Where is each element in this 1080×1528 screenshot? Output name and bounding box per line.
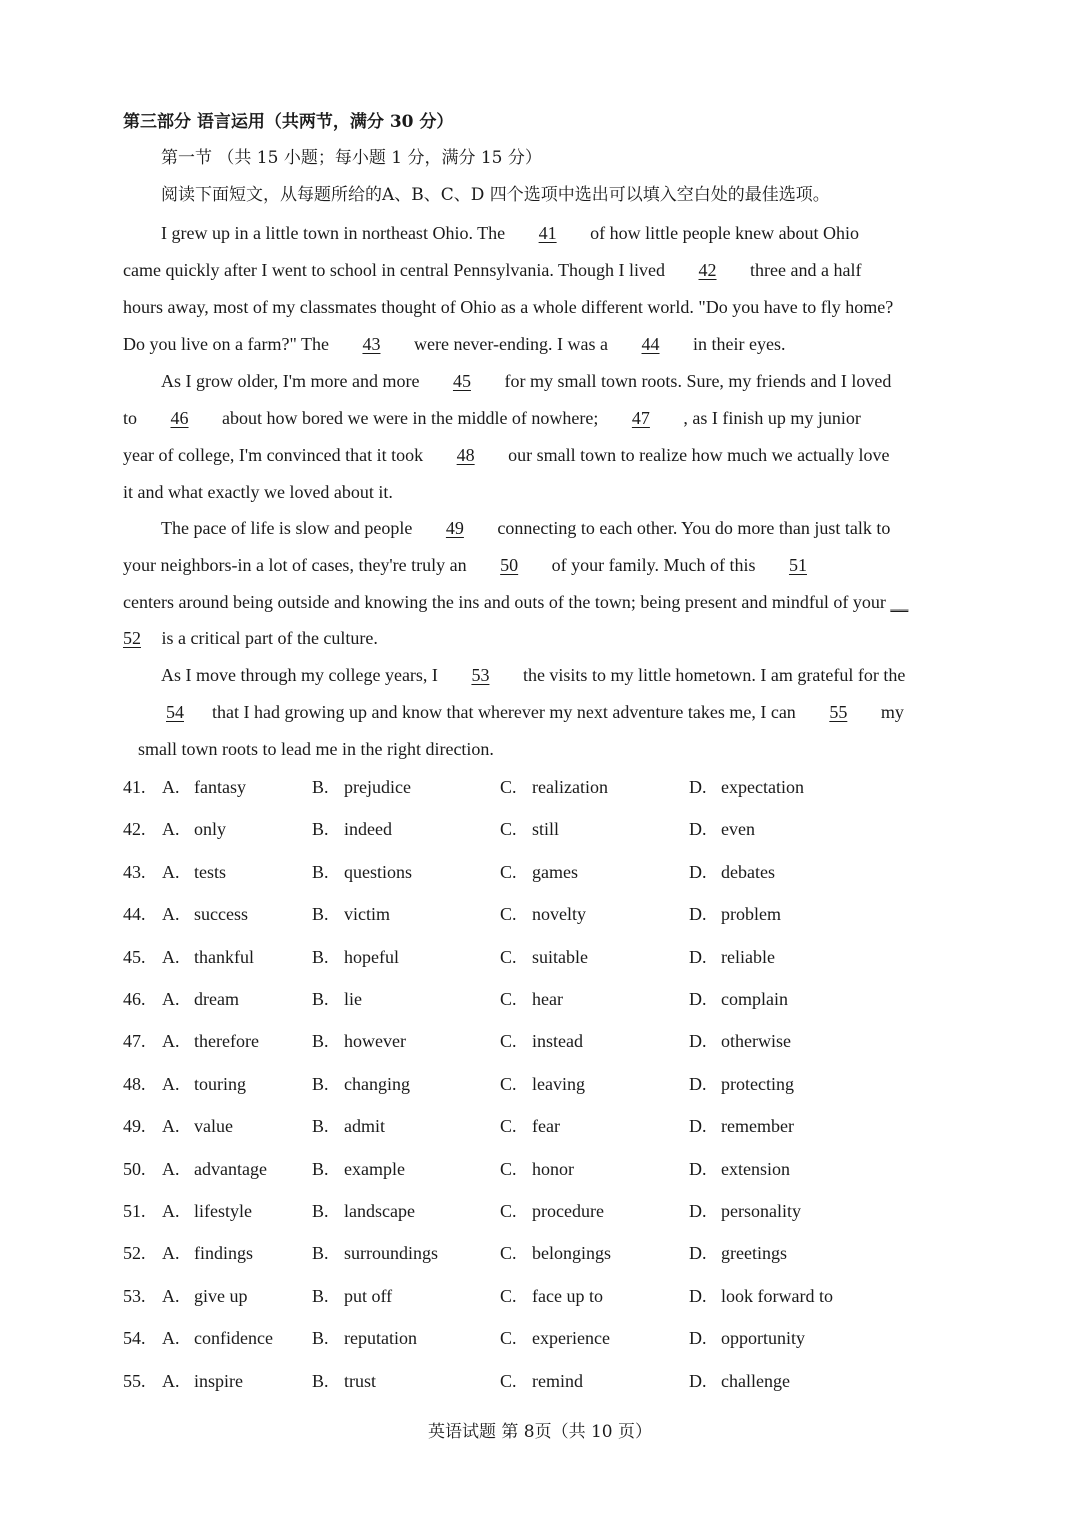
option-text: opportunity (721, 1328, 805, 1349)
option-text: lifestyle (194, 1201, 252, 1221)
passage-line (123, 590, 963, 614)
option-text: dream (194, 989, 239, 1009)
option-letter: B. (312, 1243, 329, 1264)
question-number: 55. (123, 1370, 146, 1391)
option-letter: B. (312, 1031, 329, 1052)
passage-line (138, 700, 978, 724)
option-letter: B. (312, 1370, 329, 1391)
option-text: problem (721, 904, 781, 925)
option-text: therefore (194, 1031, 259, 1052)
option-c (500, 815, 559, 843)
option-text: leaving (532, 1073, 585, 1094)
option-letter: B. (312, 819, 329, 840)
option-text: touring (194, 1073, 246, 1094)
option-text: success (194, 904, 248, 925)
option-text: victim (344, 904, 390, 925)
blank-43: 43 (362, 334, 381, 354)
option-letter: C. (500, 1285, 517, 1306)
question-row (123, 1070, 963, 1098)
question-number: 54. (123, 1328, 146, 1349)
option-letter: D. (689, 1201, 707, 1221)
passage-text: three and a half (750, 260, 862, 280)
blank-48: 48 (456, 445, 475, 465)
blank-54: 54 (166, 702, 184, 722)
question-row (123, 900, 963, 928)
option-letter: C. (500, 1031, 517, 1052)
passage-text: came quickly after I went to school in central Pennsylvania. Though I lived (123, 260, 666, 280)
option-text: lie (344, 989, 362, 1009)
blank-45: 45 (452, 371, 471, 391)
option-d (689, 1239, 787, 1267)
option-text: novelty (532, 904, 586, 925)
option-c (500, 985, 563, 1013)
passage-text: my (880, 702, 904, 722)
option-b (312, 1367, 376, 1395)
option-b (312, 1070, 410, 1098)
option-c (500, 900, 586, 928)
question-row (123, 773, 963, 801)
passage-text: centers around being outside and knowing the ins and outs of the town; being present and mindful of your (123, 592, 886, 612)
option-text: procedure (532, 1201, 604, 1221)
option-letter: A. (162, 861, 180, 882)
blank-52: 52 (123, 628, 141, 648)
option-d (689, 1070, 794, 1098)
passage-line (123, 553, 963, 577)
question-number: 50. (123, 1158, 146, 1179)
option-text: thankful (194, 946, 254, 967)
option-c (500, 1155, 574, 1183)
question-row (123, 1282, 963, 1310)
passage-line (161, 516, 1001, 540)
question-number: 53. (123, 1285, 146, 1306)
option-text: remind (532, 1370, 583, 1391)
option-text: landscape (344, 1201, 415, 1221)
blank-50: 50 (500, 555, 519, 575)
passage-text: that I had growing up and know that wherever my next adventure takes me, I can (212, 702, 796, 722)
option-letter: B. (312, 1285, 329, 1306)
option-letter: D. (689, 819, 707, 840)
option-b (312, 1027, 406, 1055)
page-footer: 英语试题 第 8页（共 10 页） (427, 1422, 653, 1442)
option-letter: D. (689, 1370, 707, 1391)
question-row (123, 1367, 963, 1395)
option-letter: A. (162, 1158, 180, 1179)
subsection-title: 第一节 （共 15 小题；每小题 1 分，满分 15 分） (161, 148, 542, 168)
option-text: confidence (194, 1328, 273, 1349)
option-letter: D. (689, 1158, 707, 1179)
option-c (500, 1070, 585, 1098)
option-a (162, 1197, 252, 1225)
option-text: inspire (194, 1370, 243, 1391)
passage-text: , as I finish up my junior (683, 408, 861, 428)
passage-text: Do you live on a farm?" The (123, 334, 329, 354)
option-d (689, 1197, 801, 1225)
section-title: 第三部分 语言运用（共两节，满分 30 分） (123, 112, 454, 132)
option-letter: C. (500, 777, 517, 797)
question-number: 43. (123, 861, 146, 882)
passage-text: our small town to realize how much we actually love (508, 445, 890, 465)
blank-55: 55 (829, 702, 848, 722)
option-b (312, 1112, 385, 1140)
option-letter: B. (312, 1328, 329, 1349)
question-row (123, 1155, 963, 1183)
option-text: honor (532, 1158, 574, 1179)
question-number: 48. (123, 1073, 146, 1094)
question-row (123, 985, 963, 1013)
option-letter: D. (689, 861, 707, 882)
option-text: findings (194, 1243, 254, 1264)
option-d (689, 1367, 790, 1395)
passage-line (161, 369, 1001, 393)
option-text: hopeful (344, 946, 399, 967)
option-letter: C. (500, 989, 517, 1009)
option-letter: B. (312, 946, 329, 967)
option-b (312, 1324, 417, 1352)
option-letter: A. (162, 1243, 180, 1264)
option-d (689, 1027, 791, 1055)
option-d (689, 1324, 805, 1352)
passage-line (123, 258, 963, 282)
option-text: expectation (721, 777, 804, 797)
option-text: realization (532, 777, 608, 797)
question-number: 46. (123, 989, 146, 1009)
option-b (312, 1282, 392, 1310)
option-text: prejudice (344, 777, 411, 797)
option-a (162, 985, 239, 1013)
passage-text: to (123, 408, 138, 428)
option-c (500, 943, 588, 971)
question-number: 47. (123, 1031, 146, 1052)
option-a (162, 773, 246, 801)
option-text: however (344, 1031, 406, 1052)
option-a (162, 1112, 233, 1140)
option-d (689, 815, 755, 843)
passage-text: for my small town roots. Sure, my friends and I loved (504, 371, 892, 391)
option-text: challenge (721, 1370, 790, 1391)
option-letter: D. (689, 904, 707, 925)
option-text: only (194, 819, 227, 840)
option-d (689, 858, 775, 886)
blank-53: 53 (471, 665, 490, 685)
option-text: tests (194, 861, 227, 882)
option-letter: B. (312, 1158, 329, 1179)
instruction-text: 阅读下面短文，从每题所给的A、B、C、D 四个选项中选出可以填入空白处的最佳选项。 (161, 185, 830, 205)
option-text: instead (532, 1031, 583, 1052)
option-text: extension (721, 1158, 790, 1179)
option-letter: B. (312, 1116, 329, 1137)
option-letter: D. (689, 1285, 707, 1306)
passage-line: it and what exactly we loved about it. (123, 482, 393, 502)
passage-text: As I grow older, I'm more and more (161, 371, 420, 391)
question-row (123, 1239, 963, 1267)
option-text: hear (532, 989, 563, 1009)
question-row (123, 943, 963, 971)
option-letter: A. (162, 904, 180, 925)
passage-line (123, 406, 963, 430)
option-c (500, 1239, 611, 1267)
option-a (162, 1367, 243, 1395)
option-letter: D. (689, 989, 707, 1009)
blank-42: 42 (698, 260, 717, 280)
option-b (312, 815, 392, 843)
option-letter: A. (162, 989, 180, 1009)
option-letter: A. (162, 777, 180, 797)
option-a (162, 943, 254, 971)
option-text: advantage (194, 1158, 267, 1179)
blank-47: 47 (631, 408, 650, 428)
passage-text: of how little people knew about Ohio (590, 223, 860, 243)
option-d (689, 1155, 790, 1183)
option-letter: A. (162, 1285, 180, 1306)
option-text: even (721, 819, 755, 840)
option-letter: C. (500, 861, 517, 882)
option-letter: B. (312, 904, 329, 925)
blank-51: 51 (788, 555, 807, 575)
option-text: experience (532, 1328, 610, 1349)
option-d (689, 1112, 794, 1140)
option-letter: D. (689, 777, 707, 797)
question-number: 45. (123, 946, 146, 967)
option-letter: A. (162, 819, 180, 840)
option-letter: B. (312, 1073, 329, 1094)
option-c (500, 1027, 583, 1055)
option-d (689, 1282, 833, 1310)
option-letter: D. (689, 1243, 707, 1264)
passage-line (123, 443, 963, 467)
question-number: 41. (123, 777, 146, 797)
option-letter: A. (162, 1201, 180, 1221)
question-row (123, 1112, 963, 1140)
option-text: face up to (532, 1285, 603, 1306)
option-letter: C. (500, 1116, 517, 1137)
option-text: fantasy (194, 777, 246, 797)
question-number: 42. (123, 819, 146, 840)
option-a (162, 1282, 248, 1310)
passage-line: hours away, most of my classmates thought of Ohio as a whole different world. "Do you have to fly home? (123, 297, 894, 317)
option-text: otherwise (721, 1031, 791, 1052)
option-letter: A. (162, 1073, 180, 1094)
passage-text: were never-ending. I was a (413, 334, 609, 354)
passage-line (161, 221, 1001, 245)
passage-text: The pace of life is slow and people (161, 518, 413, 538)
option-letter: A. (162, 946, 180, 967)
blank-44: 44 (641, 334, 660, 354)
option-letter: C. (500, 1201, 517, 1221)
option-text: protecting (721, 1073, 794, 1094)
question-row (123, 1197, 963, 1225)
option-a (162, 1324, 273, 1352)
blank-49: 49 (445, 518, 464, 538)
option-letter: C. (500, 946, 517, 967)
option-text: fear (532, 1116, 560, 1137)
option-letter: D. (689, 1328, 707, 1349)
option-c (500, 858, 578, 886)
option-letter: C. (500, 1073, 517, 1094)
option-letter: B. (312, 1201, 329, 1221)
passage-line (161, 663, 1001, 687)
blank-41: 41 (538, 223, 557, 243)
option-text: remember (721, 1116, 794, 1137)
passage-text: As I move through my college years, I (161, 665, 438, 685)
option-b (312, 985, 362, 1013)
option-letter: A. (162, 1031, 180, 1052)
option-letter: C. (500, 1370, 517, 1391)
option-letter: D. (689, 946, 707, 967)
blank-52-start: __ (890, 592, 909, 612)
option-text: put off (344, 1285, 393, 1306)
option-a (162, 1070, 246, 1098)
question-number: 52. (123, 1243, 146, 1264)
option-d (689, 773, 804, 801)
passage-text: is a critical part of the culture. (161, 628, 378, 648)
passage-line (123, 332, 963, 356)
option-text: admit (344, 1116, 385, 1137)
question-number: 44. (123, 904, 146, 925)
option-c (500, 1282, 603, 1310)
option-a (162, 1239, 253, 1267)
option-b (312, 1197, 415, 1225)
passage-text: the visits to my little hometown. I am grateful for the (522, 665, 906, 685)
question-number: 51. (123, 1201, 146, 1221)
option-a (162, 858, 226, 886)
option-text: surroundings (344, 1243, 438, 1264)
option-d (689, 943, 775, 971)
option-text: trust (344, 1370, 377, 1391)
option-b (312, 900, 390, 928)
option-letter: A. (162, 1116, 180, 1137)
option-text: personality (721, 1201, 801, 1221)
passage-text: of your family. Much of this (551, 555, 756, 575)
option-letter: B. (312, 861, 329, 882)
option-a (162, 815, 226, 843)
passage-text: in their eyes. (693, 334, 786, 354)
option-letter: C. (500, 819, 517, 840)
passage-text: year of college, I'm convinced that it took (123, 445, 424, 465)
option-a (162, 1155, 267, 1183)
option-letter: D. (689, 1073, 707, 1094)
option-b (312, 858, 412, 886)
option-c (500, 1324, 610, 1352)
option-letter: B. (312, 989, 329, 1009)
passage-text: connecting to each other. You do more than just talk to (497, 518, 891, 538)
option-d (689, 900, 781, 928)
option-letter: D. (689, 1116, 707, 1137)
option-text: complain (721, 989, 788, 1009)
option-text: indeed (344, 819, 392, 840)
question-row (123, 1027, 963, 1055)
question-number: 49. (123, 1116, 146, 1137)
option-letter: A. (162, 1370, 180, 1391)
option-letter: B. (312, 777, 329, 797)
option-text: give up (194, 1285, 248, 1306)
option-letter: C. (500, 1158, 517, 1179)
option-c (500, 1197, 604, 1225)
option-letter: C. (500, 904, 517, 925)
option-a (162, 1027, 259, 1055)
question-row (123, 815, 963, 843)
passage-line (123, 626, 963, 650)
option-text: questions (344, 861, 413, 882)
option-c (500, 1112, 560, 1140)
option-letter: A. (162, 1328, 180, 1349)
option-c (500, 773, 608, 801)
blank-46: 46 (170, 408, 189, 428)
option-text: example (344, 1158, 405, 1179)
option-text: belongings (532, 1243, 611, 1264)
passage-text: I grew up in a little town in northeast Ohio. The (161, 223, 506, 243)
question-row (123, 1324, 963, 1352)
option-a (162, 900, 248, 928)
option-text: reliable (721, 946, 775, 967)
option-text: debates (721, 861, 775, 882)
option-text: greetings (721, 1243, 787, 1264)
option-b (312, 773, 411, 801)
option-text: value (194, 1116, 233, 1137)
passage-line: small town roots to lead me in the right direction. (138, 739, 494, 759)
option-b (312, 1239, 438, 1267)
option-text: look forward to (721, 1285, 833, 1306)
option-text: reputation (344, 1328, 417, 1349)
option-b (312, 1155, 405, 1183)
option-letter: C. (500, 1243, 517, 1264)
option-text: still (532, 819, 560, 840)
question-row (123, 858, 963, 886)
passage-text: your neighbors-in a lot of cases, they're truly an (123, 555, 467, 575)
option-c (500, 1367, 583, 1395)
option-d (689, 985, 788, 1013)
option-letter: D. (689, 1031, 707, 1052)
option-letter: C. (500, 1328, 517, 1349)
option-text: changing (344, 1073, 410, 1094)
option-b (312, 943, 399, 971)
option-text: suitable (532, 946, 588, 967)
passage-text: about how bored we were in the middle of nowhere; (222, 408, 599, 428)
option-text: games (532, 861, 578, 882)
